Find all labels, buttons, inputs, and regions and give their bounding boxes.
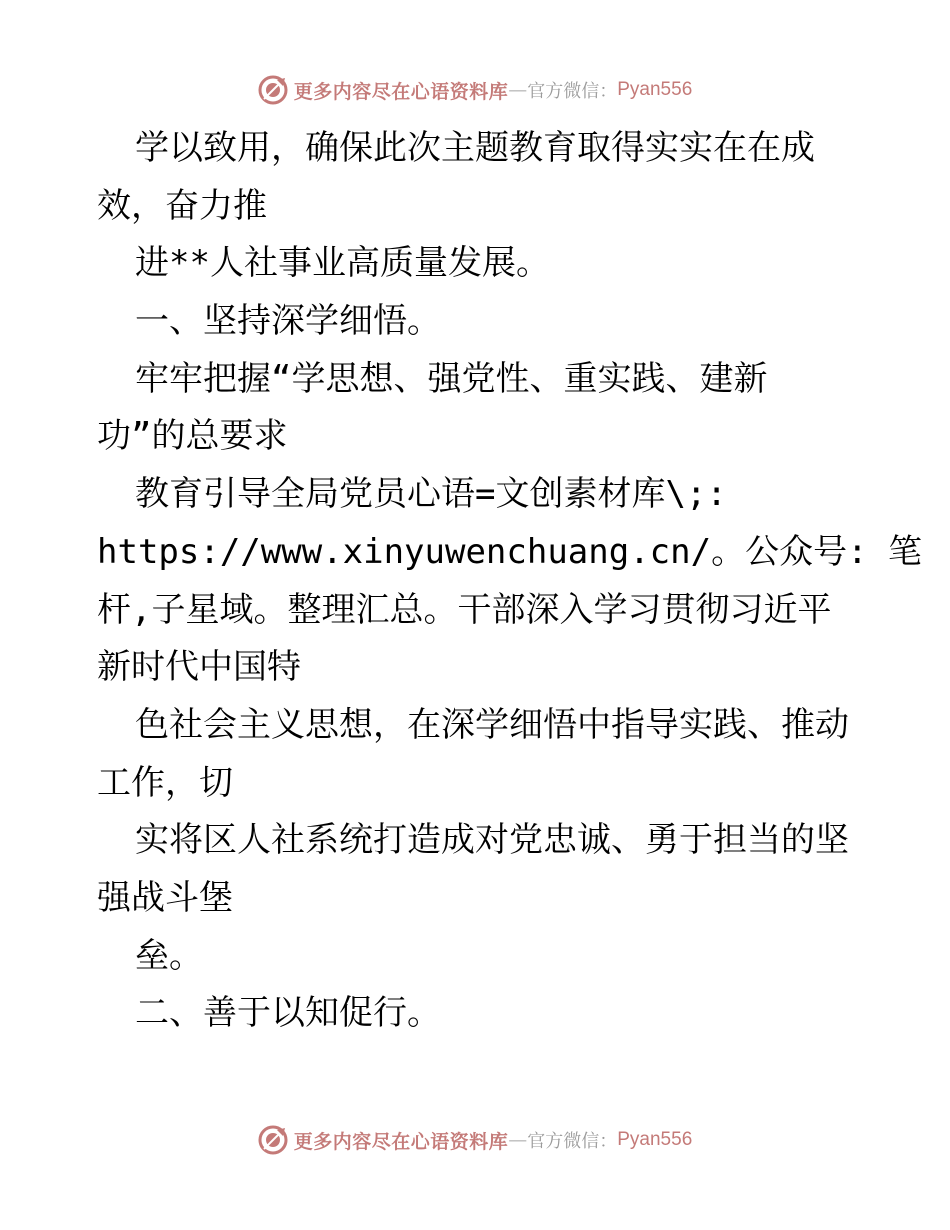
body-line: 杆,子星域。整理汇总。干部深入学习贯彻习近平 xyxy=(97,589,832,630)
section-heading: 二、善于以知促行。 xyxy=(135,993,441,1034)
watermark-main-text: 更多内容尽在心语资料库 xyxy=(293,80,509,103)
watermark-main-text: 更多内容尽在心语资料库 xyxy=(293,1130,509,1153)
section-heading: 一、坚持深学细悟。 xyxy=(135,301,441,342)
body-line: 工作，切 xyxy=(97,762,233,803)
body-line: 教育引导全局党员心语=文创素材库\;: xyxy=(135,474,727,515)
body-line: 强战斗堡 xyxy=(97,877,233,918)
watermark-wechat-id: Pyan556 xyxy=(617,79,693,100)
watermark-sub-text: 官方微信： xyxy=(527,1131,618,1152)
body-line: 学以致用，确保此次主题教育取得实实在在成 xyxy=(135,128,815,168)
watermark-dash: — xyxy=(508,79,528,101)
watermark-wechat-id: Pyan556 xyxy=(617,1129,693,1150)
watermark-sub-text: 官方微信： xyxy=(527,81,618,102)
body-line: 进**人社事业高质量发展。 xyxy=(135,243,550,284)
body-line: 实将区人社系统打造成对党忠诚、勇于担当的坚 xyxy=(135,820,849,861)
document-body xyxy=(97,120,923,1043)
watermark-dash: — xyxy=(508,1129,528,1151)
header-watermark xyxy=(0,70,950,110)
body-line: 垒。 xyxy=(135,935,203,976)
footer-watermark xyxy=(0,1120,950,1160)
quill-pen-seal-icon xyxy=(258,1125,288,1155)
body-line: https://www.xinyuwenchuang.cn/。公众号: 笔 xyxy=(97,531,923,572)
body-line: 牢牢把握“学思想、强党性、重实践、建新 xyxy=(135,358,768,399)
body-line: 新时代中国特 xyxy=(97,647,301,688)
quill-pen-seal-icon xyxy=(258,75,288,105)
body-line: 色社会主义思想，在深学细悟中指导实践、推动 xyxy=(135,704,849,745)
body-line: 效，奋力推 xyxy=(97,185,267,226)
body-line: 功”的总要求 xyxy=(97,416,288,457)
